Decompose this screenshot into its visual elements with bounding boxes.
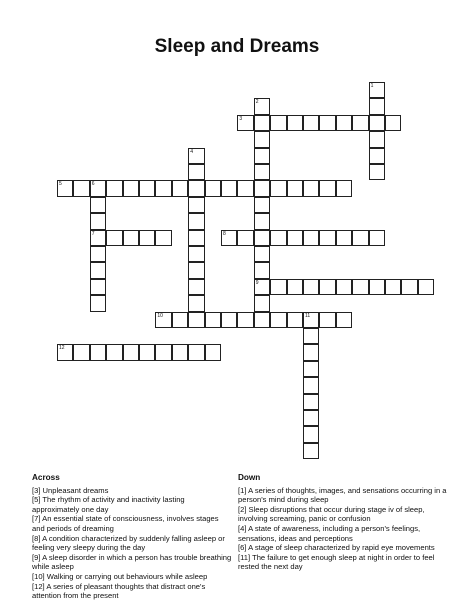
grid-cell[interactable] xyxy=(303,443,319,459)
grid-cell[interactable] xyxy=(188,262,204,278)
grid-cell[interactable] xyxy=(106,180,122,196)
grid-cell[interactable] xyxy=(237,180,253,196)
grid-cell[interactable] xyxy=(205,312,221,328)
grid-cell[interactable] xyxy=(287,115,303,131)
grid-cell[interactable] xyxy=(221,230,237,246)
grid-cell[interactable] xyxy=(90,279,106,295)
grid-cell[interactable] xyxy=(336,180,352,196)
grid-cell[interactable] xyxy=(270,180,286,196)
clue-across-9: [9] A sleep disorder in which a person has trouble breathing while asleep xyxy=(32,552,232,572)
grid-cell[interactable] xyxy=(287,180,303,196)
grid-cell[interactable] xyxy=(303,410,319,426)
grid-cell[interactable] xyxy=(254,98,270,114)
grid-cell[interactable] xyxy=(254,312,270,328)
across-clues xyxy=(32,473,232,601)
grid-cell[interactable] xyxy=(254,295,270,311)
across-heading: Across xyxy=(32,473,60,482)
grid-cell[interactable] xyxy=(155,180,171,196)
grid-cell[interactable] xyxy=(352,115,368,131)
grid-cell[interactable] xyxy=(254,279,270,295)
grid-cell[interactable] xyxy=(369,115,385,131)
grid-cell[interactable] xyxy=(254,180,270,196)
down-heading: Down xyxy=(238,473,261,482)
grid-cell[interactable] xyxy=(352,230,368,246)
grid-cell[interactable] xyxy=(172,180,188,196)
clue-number: 11 xyxy=(305,312,311,319)
grid-cell[interactable] xyxy=(221,312,237,328)
grid-cell[interactable] xyxy=(319,230,335,246)
grid-cell[interactable] xyxy=(139,230,155,246)
clue-number: 10 xyxy=(157,312,163,319)
grid-cell[interactable] xyxy=(188,246,204,262)
grid-cell[interactable] xyxy=(303,230,319,246)
grid-cell[interactable] xyxy=(90,262,106,278)
grid-cell[interactable] xyxy=(336,279,352,295)
grid-cell[interactable] xyxy=(303,115,319,131)
grid-cell[interactable] xyxy=(336,312,352,328)
grid-cell[interactable] xyxy=(139,180,155,196)
grid-cell[interactable] xyxy=(369,279,385,295)
grid-cell[interactable] xyxy=(123,230,139,246)
grid-cell[interactable] xyxy=(369,148,385,164)
grid-cell[interactable] xyxy=(57,344,73,360)
clue-number: 4 xyxy=(190,148,193,155)
grid-cell[interactable] xyxy=(237,312,253,328)
clue-number: 9 xyxy=(255,279,259,286)
grid-cell[interactable] xyxy=(90,180,106,196)
grid-cell[interactable] xyxy=(90,246,106,262)
clue-number: 6 xyxy=(91,181,95,188)
grid-cell[interactable] xyxy=(352,279,368,295)
grid-cell[interactable] xyxy=(123,344,139,360)
grid-cell[interactable] xyxy=(188,312,204,328)
grid-cell[interactable] xyxy=(254,197,270,213)
grid-cell[interactable] xyxy=(188,180,204,196)
clue-across-7: [7] An essential state of consciousness, involves stages and periods of dreaming xyxy=(32,514,219,533)
grid-cell[interactable] xyxy=(254,148,270,164)
grid-cell[interactable] xyxy=(369,131,385,147)
clue-number: 8 xyxy=(223,230,226,237)
grid-cell[interactable] xyxy=(188,148,204,164)
grid-cell[interactable] xyxy=(237,230,253,246)
grid-cell[interactable] xyxy=(139,344,155,360)
grid-cell[interactable] xyxy=(336,115,352,131)
grid-cell[interactable] xyxy=(369,230,385,246)
grid-cell[interactable] xyxy=(401,279,417,295)
grid-cell[interactable] xyxy=(270,279,286,295)
clue-down-11: [11] The failure to get enough sleep at night in order to feel rested the next day xyxy=(238,552,435,572)
grid-cell[interactable] xyxy=(155,312,171,328)
grid-cell[interactable] xyxy=(303,180,319,196)
clue-across-8: [8] A condition characterized by suddenly falling asleep or feeling very sleepy during the day xyxy=(32,533,225,553)
grid-cell[interactable] xyxy=(188,279,204,295)
grid-cell[interactable] xyxy=(303,312,319,328)
grid-cell[interactable] xyxy=(369,164,385,180)
clue-number: 1 xyxy=(370,83,374,89)
grid-cell[interactable] xyxy=(188,164,204,180)
clue-number: 7 xyxy=(91,230,95,237)
grid-cell[interactable] xyxy=(90,197,106,213)
grid-cell[interactable] xyxy=(319,279,335,295)
grid-cell[interactable] xyxy=(303,279,319,295)
grid-cell[interactable] xyxy=(303,361,319,377)
clue-across-3: [3] Unpleasant dreams xyxy=(32,485,109,495)
clue-down-6: [6] A stage of sleep characterized by rapid eye movements xyxy=(238,543,435,553)
grid-cell[interactable] xyxy=(188,213,204,229)
clue-across-10: [10] Walking or carrying out behaviours while asleep xyxy=(32,571,208,581)
clue-number: 2 xyxy=(255,99,259,106)
grid-cell[interactable] xyxy=(303,328,319,344)
grid-cell[interactable] xyxy=(254,115,270,131)
grid-cell[interactable] xyxy=(205,344,221,360)
grid-cell[interactable] xyxy=(205,180,221,196)
clue-down-1: [1] A series of thoughts, images, and sensations occurring in a person's mind during sleep xyxy=(238,485,447,505)
clue-number: 12 xyxy=(59,345,65,352)
grid-cell[interactable] xyxy=(90,230,106,246)
clue-down-2: [2] Sleep disruptions that occur during stage iv of sleep, involving screaming, panic or confusion xyxy=(238,504,425,524)
grid-cell[interactable] xyxy=(90,295,106,311)
grid-cell[interactable] xyxy=(237,115,253,131)
grid-cell[interactable] xyxy=(270,312,286,328)
grid-cell[interactable] xyxy=(287,279,303,295)
grid-cell[interactable] xyxy=(303,377,319,393)
clue-across-5: [5] The rhythm of activity and inactivity lasting approximately one day xyxy=(32,495,185,514)
grid-cell[interactable] xyxy=(287,230,303,246)
grid-cell[interactable] xyxy=(319,115,335,131)
grid-cell[interactable] xyxy=(188,197,204,213)
grid-cell[interactable] xyxy=(90,213,106,229)
clue-number: 5 xyxy=(59,181,62,188)
grid-cell[interactable] xyxy=(385,115,401,131)
grid-cell[interactable] xyxy=(73,180,89,196)
grid-cell[interactable] xyxy=(254,213,270,229)
grid-cell[interactable] xyxy=(254,230,270,246)
grid-cell[interactable] xyxy=(418,279,434,295)
grid-cell[interactable] xyxy=(155,230,171,246)
grid-cell[interactable] xyxy=(172,312,188,328)
grid-cell[interactable] xyxy=(254,164,270,180)
grid-cell[interactable] xyxy=(155,344,171,360)
grid-cell[interactable] xyxy=(188,230,204,246)
down-clues xyxy=(238,473,448,572)
grid-cell[interactable] xyxy=(221,180,237,196)
grid-cell[interactable] xyxy=(303,344,319,360)
clue-across-12: [12] A series of pleasant thoughts that distract one's attention from the present xyxy=(32,581,206,601)
clue-down-4: [4] A state of awareness, including a person's feelings, sensations, ideas and perceptions xyxy=(238,523,421,543)
grid-cell[interactable] xyxy=(57,180,73,196)
grid-cell[interactable] xyxy=(303,394,319,410)
grid-cell[interactable] xyxy=(123,180,139,196)
grid-cell[interactable] xyxy=(254,131,270,147)
grid-cell[interactable] xyxy=(172,344,188,360)
grid-cell[interactable] xyxy=(188,344,204,360)
grid-cell[interactable] xyxy=(254,262,270,278)
grid-cell[interactable] xyxy=(369,98,385,114)
grid-cell[interactable] xyxy=(270,115,286,131)
grid-cell[interactable] xyxy=(303,426,319,442)
grid-cell[interactable] xyxy=(270,230,286,246)
grid-cell[interactable] xyxy=(73,344,89,360)
grid-cell[interactable] xyxy=(287,312,303,328)
grid-cell[interactable] xyxy=(319,180,335,196)
grid-cell[interactable] xyxy=(106,230,122,246)
page-title: Sleep and Dreams xyxy=(154,36,320,57)
grid-cell[interactable] xyxy=(90,344,106,360)
grid-cell[interactable] xyxy=(369,82,385,98)
grid-cell[interactable] xyxy=(106,344,122,360)
grid-cell[interactable] xyxy=(385,279,401,295)
grid-cell[interactable] xyxy=(188,295,204,311)
grid-cell[interactable] xyxy=(336,230,352,246)
clue-number: 3 xyxy=(239,115,243,122)
grid-cell[interactable] xyxy=(254,246,270,262)
grid-cell[interactable] xyxy=(319,312,335,328)
